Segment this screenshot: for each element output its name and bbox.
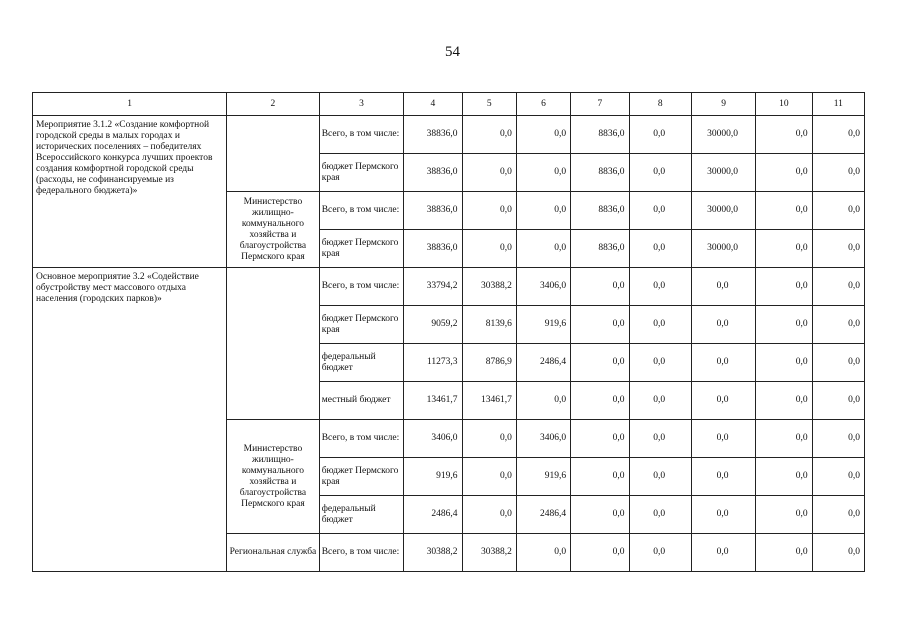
value-cell: 2486,4 [516, 496, 570, 534]
value-cell: 0,0 [756, 458, 812, 496]
value-cell: 0,0 [691, 306, 755, 344]
value-cell: 0,0 [571, 534, 629, 572]
value-cell: 38836,0 [404, 116, 462, 154]
column-header: 2 [227, 93, 320, 116]
funding-source-cell: Всего, в том числе: [319, 420, 404, 458]
column-header: 8 [629, 93, 691, 116]
value-cell: 0,0 [691, 344, 755, 382]
value-cell: 3406,0 [516, 268, 570, 306]
value-cell: 0,0 [629, 306, 691, 344]
value-cell: 0,0 [629, 344, 691, 382]
value-cell: 0,0 [571, 420, 629, 458]
value-cell: 0,0 [629, 496, 691, 534]
value-cell: 0,0 [629, 154, 691, 192]
value-cell: 0,0 [516, 534, 570, 572]
value-cell: 0,0 [812, 420, 864, 458]
value-cell: 2486,4 [404, 496, 462, 534]
executor-cell: Региональная служба [227, 534, 320, 572]
value-cell: 0,0 [629, 458, 691, 496]
funding-source-cell: Всего, в том числе: [319, 268, 404, 306]
value-cell: 13461,7 [404, 382, 462, 420]
table-row [33, 268, 865, 306]
value-cell: 0,0 [812, 154, 864, 192]
value-cell: 30000,0 [691, 192, 755, 230]
value-cell: 38836,0 [404, 230, 462, 268]
value-cell: 0,0 [691, 268, 755, 306]
value-cell: 0,0 [756, 154, 812, 192]
value-cell: 0,0 [571, 382, 629, 420]
value-cell: 919,6 [404, 458, 462, 496]
value-cell: 0,0 [756, 116, 812, 154]
value-cell: 0,0 [756, 344, 812, 382]
funding-source-cell: Всего, в том числе: [319, 534, 404, 572]
value-cell: 0,0 [462, 458, 516, 496]
value-cell: 0,0 [462, 192, 516, 230]
value-cell: 0,0 [691, 534, 755, 572]
value-cell: 30388,2 [462, 268, 516, 306]
executor-cell: Министерство жилищно-коммунального хозяйства и благоустройства Пермского края [227, 420, 320, 534]
value-cell: 30000,0 [691, 154, 755, 192]
value-cell: 0,0 [812, 230, 864, 268]
activity-description: Мероприятие 3.1.2 «Создание комфортной городской среды в малых городах и исторических поселениях – победителях Всероссийского конкурса лучших проектов создания комфортной городской среды (расходы, не софинансируемые из федерального бюджета)» [33, 116, 227, 268]
table-header-row [33, 93, 865, 116]
value-cell: 0,0 [571, 458, 629, 496]
funding-source-cell: Всего, в том числе: [319, 192, 404, 230]
value-cell: 0,0 [629, 534, 691, 572]
value-cell: 0,0 [812, 534, 864, 572]
column-header: 1 [33, 93, 227, 116]
column-header: 4 [404, 93, 462, 116]
funding-source-cell: бюджет Пермского края [319, 306, 404, 344]
value-cell: 0,0 [756, 534, 812, 572]
value-cell: 0,0 [516, 154, 570, 192]
value-cell: 8139,6 [462, 306, 516, 344]
column-header: 11 [812, 93, 864, 116]
value-cell: 30000,0 [691, 116, 755, 154]
value-cell: 3406,0 [404, 420, 462, 458]
funding-source-cell: бюджет Пермского края [319, 230, 404, 268]
funding-source-cell: федеральный бюджет [319, 344, 404, 382]
value-cell: 9059,2 [404, 306, 462, 344]
value-cell: 0,0 [812, 458, 864, 496]
value-cell: 0,0 [812, 344, 864, 382]
column-header: 9 [691, 93, 755, 116]
value-cell: 0,0 [756, 382, 812, 420]
funding-source-cell: Всего, в том числе: [319, 116, 404, 154]
column-header: 6 [516, 93, 570, 116]
value-cell: 0,0 [629, 268, 691, 306]
column-header: 10 [756, 93, 812, 116]
column-header: 3 [319, 93, 404, 116]
value-cell: 33794,2 [404, 268, 462, 306]
value-cell: 0,0 [691, 458, 755, 496]
value-cell: 30388,2 [462, 534, 516, 572]
value-cell: 0,0 [812, 382, 864, 420]
value-cell: 0,0 [812, 306, 864, 344]
value-cell: 0,0 [756, 496, 812, 534]
value-cell: 0,0 [691, 382, 755, 420]
funding-source-cell: бюджет Пермского края [319, 458, 404, 496]
value-cell: 0,0 [756, 420, 812, 458]
value-cell: 0,0 [571, 344, 629, 382]
value-cell: 0,0 [571, 268, 629, 306]
value-cell: 0,0 [629, 420, 691, 458]
value-cell: 8836,0 [571, 154, 629, 192]
value-cell: 0,0 [516, 230, 570, 268]
executor-cell: Министерство жилищно-коммунального хозяйства и благоустройства Пермского края [227, 192, 320, 268]
activity-description: Основное мероприятие 3.2 «Содействие обустройству мест массового отдыха населения (городских парков)» [33, 268, 227, 572]
value-cell: 3406,0 [516, 420, 570, 458]
value-cell: 8836,0 [571, 230, 629, 268]
value-cell: 11273,3 [404, 344, 462, 382]
value-cell: 0,0 [516, 382, 570, 420]
funding-source-cell: федеральный бюджет [319, 496, 404, 534]
value-cell: 0,0 [812, 116, 864, 154]
value-cell: 13461,7 [462, 382, 516, 420]
budget-table [32, 92, 865, 572]
value-cell: 0,0 [812, 192, 864, 230]
value-cell: 0,0 [516, 192, 570, 230]
value-cell: 0,0 [756, 268, 812, 306]
value-cell: 2486,4 [516, 344, 570, 382]
column-header: 7 [571, 93, 629, 116]
value-cell: 0,0 [812, 496, 864, 534]
value-cell: 0,0 [629, 382, 691, 420]
table-row [33, 116, 865, 154]
value-cell: 0,0 [691, 420, 755, 458]
value-cell: 38836,0 [404, 192, 462, 230]
value-cell: 8786,9 [462, 344, 516, 382]
value-cell: 0,0 [756, 230, 812, 268]
column-header: 5 [462, 93, 516, 116]
value-cell: 0,0 [629, 116, 691, 154]
value-cell: 0,0 [571, 496, 629, 534]
value-cell: 8836,0 [571, 116, 629, 154]
executor-cell [227, 116, 320, 192]
value-cell: 30000,0 [691, 230, 755, 268]
value-cell: 0,0 [691, 496, 755, 534]
value-cell: 8836,0 [571, 192, 629, 230]
value-cell: 0,0 [462, 116, 516, 154]
value-cell: 0,0 [756, 306, 812, 344]
executor-cell [227, 268, 320, 420]
value-cell: 0,0 [462, 154, 516, 192]
value-cell: 0,0 [629, 192, 691, 230]
value-cell: 919,6 [516, 458, 570, 496]
funding-source-cell: местный бюджет [319, 382, 404, 420]
funding-source-cell: бюджет Пермского края [319, 154, 404, 192]
value-cell: 38836,0 [404, 154, 462, 192]
value-cell: 0,0 [812, 268, 864, 306]
value-cell: 0,0 [629, 230, 691, 268]
value-cell: 0,0 [516, 116, 570, 154]
value-cell: 0,0 [756, 192, 812, 230]
value-cell: 30388,2 [404, 534, 462, 572]
value-cell: 0,0 [571, 306, 629, 344]
value-cell: 0,0 [462, 420, 516, 458]
table-body [33, 93, 865, 572]
value-cell: 919,6 [516, 306, 570, 344]
value-cell: 0,0 [462, 496, 516, 534]
value-cell: 0,0 [462, 230, 516, 268]
page-number: 54 [445, 44, 460, 60]
